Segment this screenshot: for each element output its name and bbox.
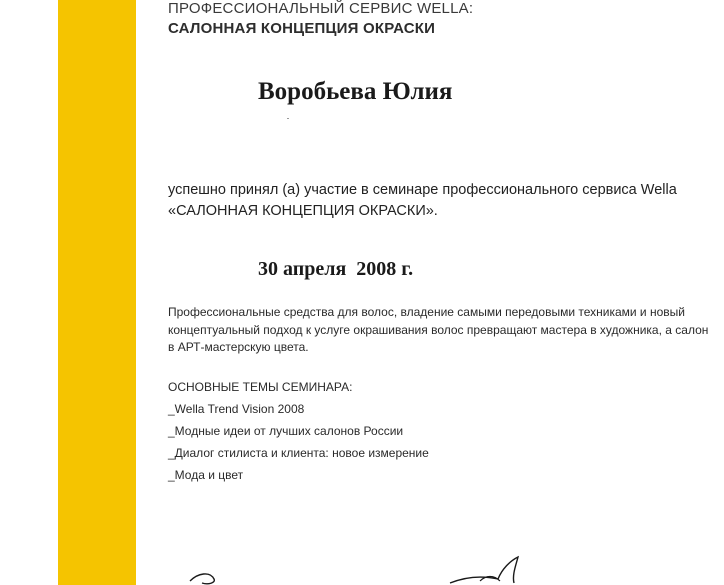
signature-strokes: [180, 555, 540, 585]
print-speck: [287, 118, 289, 119]
topic-item: _Диалог стилиста и клиента: новое измерение: [168, 446, 429, 460]
header-program-line: ПРОФЕССИОНАЛЬНЫЙ СЕРВИС WELLA:: [168, 0, 474, 17]
yellow-stripe: [58, 0, 136, 585]
topics-section: [168, 376, 429, 486]
event-date: 30 апреля 2008 г.: [258, 258, 414, 280]
recipient-name: Воробьева Юлия: [258, 78, 453, 105]
seminar-description: Профессиональные средства для волос, владение самыми передовыми техниками и новый концептуальный подход к услуге окрашивания волос превращают мастера в художника, а салон в АРТ-мастерскую цвета.: [168, 305, 709, 354]
topic-item: _Мода и цвет: [168, 468, 244, 482]
topic-item: _Wella Trend Vision 2008: [168, 402, 305, 416]
participation-statement: успешно принял (а) участие в семинаре профессионального сервиса Wella «САЛОННАЯ КОНЦЕПЦИЯ ОКРАСКИ».: [168, 182, 677, 219]
header-seminar-title: САЛОННАЯ КОНЦЕПЦИЯ ОКРАСКИ: [168, 20, 436, 37]
topics-heading: ОСНОВНЫЕ ТЕМЫ СЕМИНАРА:: [168, 380, 353, 394]
topic-item: _Модные идеи от лучших салонов России: [168, 424, 404, 438]
